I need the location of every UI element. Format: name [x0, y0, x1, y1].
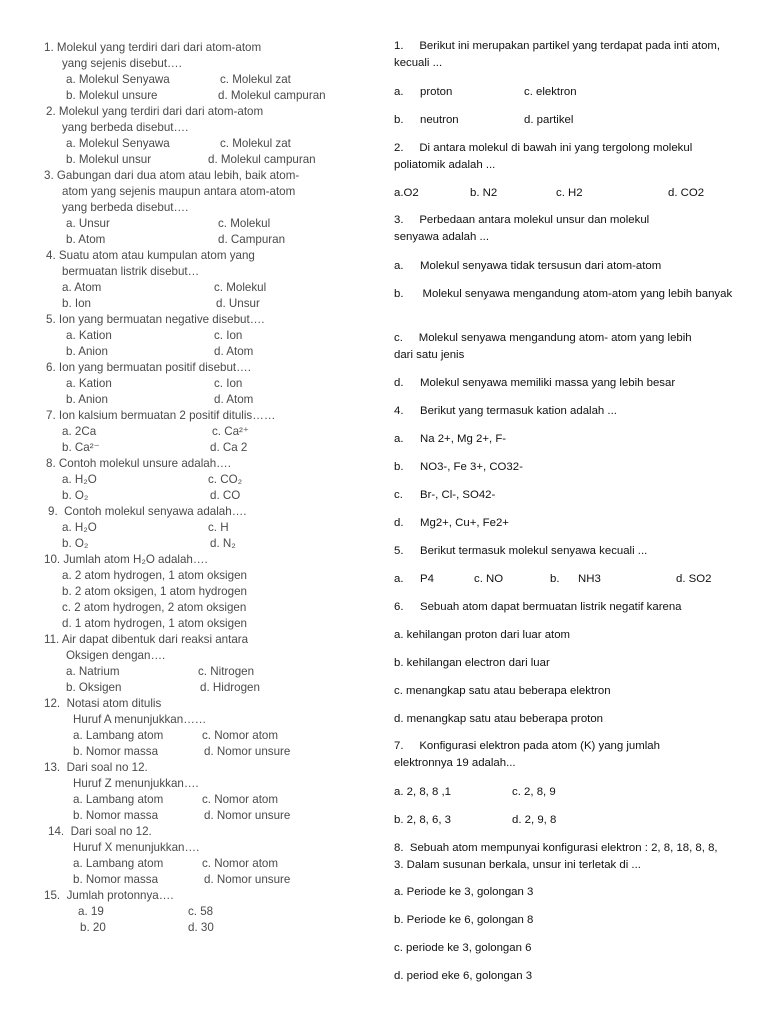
option-row — [44, 904, 364, 920]
option-d: d. Molekul campuran — [218, 89, 326, 102]
option-d: d. 1 atom hydrogen, 1 atom oksigen — [62, 617, 247, 630]
option-row — [44, 536, 364, 552]
option-c: c. Ion — [214, 377, 243, 390]
option-letter: b. — [394, 461, 404, 473]
question-number: 7. — [46, 409, 56, 422]
option-b: b. O₂ — [62, 537, 89, 550]
option-a: a. Kation — [66, 329, 112, 342]
question-number: 6. — [46, 361, 56, 374]
option-row — [394, 812, 734, 829]
question-10 — [44, 552, 364, 632]
question-number: 5. — [46, 313, 56, 326]
option-b: b. O₂ — [62, 489, 89, 502]
question-text: Contoh molekul senyawa adalah…. — [64, 505, 247, 518]
question-14 — [44, 824, 364, 888]
option-c: c. CO₂ — [208, 473, 243, 486]
option-a: a. 2 atom hydrogen, 1 atom oksigen — [62, 569, 247, 582]
question-text: Notasi atom ditulis — [66, 697, 162, 710]
question-4 — [44, 248, 364, 312]
question-text: Contoh molekul unsure adalah…. — [58, 457, 231, 470]
option-b: b. Periode ke 6, golongan 8 — [394, 914, 534, 926]
option-letter: a. — [394, 573, 404, 585]
option-row — [44, 520, 364, 536]
option-letter: c. — [394, 332, 403, 344]
option-d: d. N₂ — [210, 537, 236, 550]
option-b: b. N2 — [470, 187, 498, 199]
option-row — [44, 280, 364, 296]
option-row — [394, 112, 734, 129]
question-3 — [44, 168, 364, 248]
option-c: c. Nitrogen — [198, 665, 255, 678]
option-d: d. period eke 6, golongan 3 — [394, 970, 533, 982]
question-number: 13. — [44, 761, 61, 774]
option-c: c. H — [208, 521, 229, 534]
option-d: Molekul senyawa memiliki massa yang lebih besar — [420, 377, 676, 389]
option-c: c. periode ke 3, golongan 6 — [394, 942, 532, 954]
question-8 — [44, 456, 364, 504]
option-a: P4 — [420, 573, 434, 585]
option-d: d. SO2 — [676, 573, 712, 585]
option-b: b. Ion — [62, 297, 92, 310]
option-a: a. Molekul Senyawa — [66, 73, 170, 86]
option-d: d. partikel — [524, 114, 574, 126]
question-1 — [44, 40, 364, 104]
question-text: yang berbeda disebut…. — [62, 201, 189, 214]
option-row — [44, 88, 364, 104]
option-row — [394, 940, 734, 957]
question-number: 5. — [394, 545, 404, 557]
option-b: b. 20 — [80, 921, 106, 934]
question-text: yang berbeda disebut…. — [62, 121, 189, 134]
question-number: 2. — [46, 105, 56, 118]
option-c: Molekul senyawa mengandung atom- atom yang lebih dari satu jenis — [394, 332, 692, 361]
option-row — [44, 872, 364, 888]
question-number: 1. — [44, 41, 54, 54]
option-row — [44, 792, 364, 808]
question-number: 11. — [44, 633, 60, 646]
option-d: d. Atom — [214, 345, 254, 358]
option-c: c. Nomor atom — [202, 729, 279, 742]
question-text: Oksigen dengan…. — [66, 649, 166, 662]
option-c: c. Molekul zat — [220, 137, 291, 150]
option-row — [394, 375, 734, 392]
option-d: d. Campuran — [218, 233, 286, 246]
question-7 — [44, 408, 364, 456]
option-c: c. Nomor atom — [202, 793, 279, 806]
option-letter: a. — [394, 86, 404, 98]
option-row — [44, 440, 364, 456]
question-r5 — [394, 543, 734, 560]
option-b: b. kehilangan electron dari luar — [394, 657, 550, 669]
question-number: 8. — [394, 842, 404, 854]
option-a: a. 19 — [78, 905, 104, 918]
question-number: 10. — [44, 553, 61, 566]
option-row — [44, 488, 364, 504]
option-a: a. 2Ca — [62, 425, 97, 438]
option-b: b. Nomor massa — [73, 745, 159, 758]
option-row — [44, 376, 364, 392]
question-text: Suatu atom atau kumpulan atom yang — [58, 249, 255, 262]
option-a: a. H₂O — [62, 473, 97, 486]
option-b: neutron — [420, 114, 459, 126]
option-row — [44, 328, 364, 344]
option-row — [44, 664, 364, 680]
option-a: a.O2 — [394, 187, 419, 199]
option-row — [394, 487, 734, 504]
option-row — [44, 344, 364, 360]
option-letter: b. — [550, 573, 560, 585]
option-d: d. Nomor unsure — [204, 745, 291, 758]
option-row — [44, 136, 364, 152]
option-c: c. Molekul — [214, 281, 267, 294]
question-text: Dari soal no 12. — [70, 825, 152, 838]
option-a: a. Molekul Senyawa — [66, 137, 170, 150]
question-text: Sebuah atom mempunyai konfigurasi elektron : 2, 8, 18, 8, 8, 3. Dalam susunan berkala, unsur ini terletak di ... — [394, 842, 718, 871]
option-row — [394, 571, 734, 588]
option-row — [44, 232, 364, 248]
question-text: Berikut termasuk molekul senyawa kecuali ... — [420, 545, 648, 557]
option-b: b. Atom — [66, 233, 106, 246]
question-number: 1. — [394, 40, 404, 52]
option-d: d. 30 — [188, 921, 214, 934]
option-a: a. Lambang atom — [73, 793, 164, 806]
option-row — [394, 884, 734, 901]
option-b: b. Ca²⁻ — [62, 441, 100, 454]
option-d: d. Nomor unsure — [204, 809, 291, 822]
option-row — [394, 84, 734, 101]
question-r7 — [394, 738, 704, 771]
option-b: NH3 — [578, 573, 601, 585]
question-number: 15. — [44, 889, 61, 902]
question-number: 8. — [46, 457, 56, 470]
question-text: Huruf Z menunjukkan…. — [73, 777, 199, 790]
option-row — [394, 683, 734, 700]
option-row — [394, 459, 734, 476]
question-number: 7. — [394, 740, 404, 752]
option-row — [44, 296, 364, 312]
option-row — [394, 515, 734, 532]
question-number: 12. — [44, 697, 61, 710]
option-c: c. Ca²⁺ — [212, 425, 250, 438]
option-d: Mg2+, Cu+, Fe2+ — [420, 517, 509, 529]
option-a: a. kehilangan proton dari luar atom — [394, 629, 571, 641]
option-row — [394, 185, 734, 202]
question-text: Konfigurasi elektron pada atom (K) yang jumlah elektronnya 19 adalah... — [394, 740, 660, 769]
option-row — [44, 728, 364, 744]
option-letter: b. — [394, 114, 404, 126]
option-a: a. Natrium — [66, 665, 120, 678]
option-c: c. Ion — [214, 329, 243, 342]
option-c: c. NO — [474, 573, 504, 585]
option-a: Molekul senyawa tidak tersusun dari atom-atom — [420, 260, 662, 272]
option-row — [394, 330, 712, 363]
question-text: Sebuah atom dapat bermuatan listrik negatif karena — [420, 601, 682, 613]
option-c: c. menangkap satu atau beberapa elektron — [394, 685, 611, 697]
option-c: c. elektron — [524, 86, 577, 98]
question-6 — [44, 360, 364, 408]
option-b: b. Nomor massa — [73, 873, 159, 886]
option-a: a. Lambang atom — [73, 857, 164, 870]
option-a: a. Unsur — [66, 217, 110, 230]
option-row — [44, 744, 364, 760]
option-c: c. 58 — [188, 905, 214, 918]
option-b: Molekul senyawa mengandung atom-atom yang lebih banyak — [422, 288, 733, 300]
option-b: b. Oksigen — [66, 681, 122, 694]
option-a: a. Kation — [66, 377, 112, 390]
option-c: c. Nomor atom — [202, 857, 279, 870]
option-letter: d. — [394, 517, 404, 529]
option-letter: a. — [394, 433, 404, 445]
question-text: Ion yang bermuatan negative disebut…. — [58, 313, 265, 326]
option-row — [44, 424, 364, 440]
option-d: d. Ca 2 — [210, 441, 248, 454]
option-row — [44, 392, 364, 408]
question-text: Dari soal no 12. — [66, 761, 148, 774]
question-text: Jumlah atom H₂O adalah…. — [63, 553, 208, 566]
option-b: NO3-, Fe 3+, CO32- — [420, 461, 523, 473]
question-text: Huruf X menunjukkan…. — [73, 841, 200, 854]
question-9 — [44, 504, 364, 552]
option-c: Br-, Cl-, SO42- — [420, 489, 496, 501]
option-d: d. CO — [210, 489, 241, 502]
option-row — [394, 912, 734, 929]
option-c: c. H2 — [556, 187, 583, 199]
option-row — [394, 655, 734, 672]
question-number: 9. — [48, 505, 58, 518]
option-row — [394, 431, 734, 448]
question-r4 — [394, 403, 734, 420]
question-number: 6. — [394, 601, 404, 613]
question-text: Berikut ini merupakan partikel yang terdapat pada inti atom, kecuali ... — [394, 40, 721, 69]
question-text: Air dapat dibentuk dari reaksi antara — [61, 633, 249, 646]
option-d: d. Nomor unsure — [204, 873, 291, 886]
question-text: Berikut yang termasuk kation adalah ... — [420, 405, 617, 417]
question-r1 — [394, 38, 734, 71]
question-text: Gabungan dari dua atom atau lebih, baik atom- — [56, 169, 300, 182]
question-number: 2. — [394, 142, 404, 154]
option-row — [394, 258, 734, 275]
option-letter: b. — [394, 288, 404, 300]
question-text: Perbedaan antara molekul unsur dan molekul senyawa adalah ... — [394, 214, 650, 243]
question-15 — [44, 888, 364, 936]
option-a: proton — [420, 86, 453, 98]
option-letter: c. — [394, 489, 403, 501]
option-row — [44, 856, 364, 872]
option-d: d. Unsur — [216, 297, 260, 310]
option-a: a. 2, 8, 8 ,1 — [394, 786, 451, 798]
option-row — [44, 216, 364, 232]
option-d: d. Atom — [214, 393, 254, 406]
option-b: b. Anion — [66, 345, 108, 358]
option-b: b. 2, 8, 6, 3 — [394, 814, 451, 826]
question-number: 4. — [46, 249, 56, 262]
question-text: Ion kalsium bermuatan 2 positif ditulis…… — [58, 409, 276, 422]
question-text: Molekul yang terdiri dari dari atom-atom — [58, 105, 264, 118]
question-number: 14. — [48, 825, 65, 838]
option-a: a. Periode ke 3, golongan 3 — [394, 886, 534, 898]
option-b: b. Nomor massa — [73, 809, 159, 822]
option-row — [44, 808, 364, 824]
option-letter: a. — [394, 260, 404, 272]
option-row — [394, 286, 734, 303]
question-text: Di antara molekul di bawah ini yang tergolong molekul poliatomik adalah ... — [394, 142, 693, 171]
option-row — [44, 680, 364, 696]
left-column — [44, 40, 364, 936]
option-b: b. Anion — [66, 393, 108, 406]
option-d: d. 2, 9, 8 — [512, 814, 557, 826]
option-d: d. menangkap satu atau beberapa proton — [394, 713, 603, 725]
option-a: a. Lambang atom — [73, 729, 164, 742]
question-number: 3. — [394, 214, 404, 226]
question-text: yang sejenis disebut…. — [62, 57, 182, 70]
question-text: Huruf A menunjukkan…… — [73, 713, 207, 726]
question-r2 — [394, 140, 734, 173]
option-row — [394, 784, 734, 801]
option-row — [394, 968, 734, 985]
question-text: Molekul yang terdiri dari dari atom-atom — [56, 41, 262, 54]
question-r3 — [394, 212, 694, 245]
question-text: Ion yang bermuatan positif disebut…. — [58, 361, 251, 374]
question-11 — [44, 632, 364, 696]
option-row — [44, 72, 364, 88]
question-r8 — [394, 840, 724, 873]
option-letter: d. — [394, 377, 404, 389]
question-r6 — [394, 599, 734, 616]
option-b: b. Molekul unsur — [66, 153, 152, 166]
option-row — [394, 711, 734, 728]
option-a: Na 2+, Mg 2+, F- — [420, 433, 507, 445]
option-row — [44, 920, 364, 936]
question-text: atom yang sejenis maupun antara atom-atom — [62, 185, 296, 198]
question-number: 3. — [44, 169, 54, 182]
question-12 — [44, 696, 364, 760]
option-c: c. Molekul — [218, 217, 271, 230]
option-c: c. Molekul zat — [220, 73, 291, 86]
option-d: d. CO2 — [668, 187, 705, 199]
question-2 — [44, 104, 364, 168]
question-number: 4. — [394, 405, 404, 417]
option-c: c. 2, 8, 9 — [512, 786, 556, 798]
option-b: b. 2 atom oksigen, 1 atom hydrogen — [62, 585, 247, 598]
option-a: a. Atom — [62, 281, 102, 294]
question-text: Jumlah protonnya…. — [66, 889, 174, 902]
question-5 — [44, 312, 364, 360]
option-row — [44, 152, 364, 168]
option-b: b. Molekul unsure — [66, 89, 158, 102]
option-d: d. Molekul campuran — [208, 153, 316, 166]
option-row — [44, 472, 364, 488]
option-a: a. H₂O — [62, 521, 97, 534]
option-row — [394, 627, 734, 644]
question-13 — [44, 760, 364, 824]
option-d: d. Hidrogen — [200, 681, 260, 694]
question-text: bermuatan listrik disebut… — [62, 265, 200, 278]
option-c: c. 2 atom hydrogen, 2 atom oksigen — [62, 601, 247, 614]
